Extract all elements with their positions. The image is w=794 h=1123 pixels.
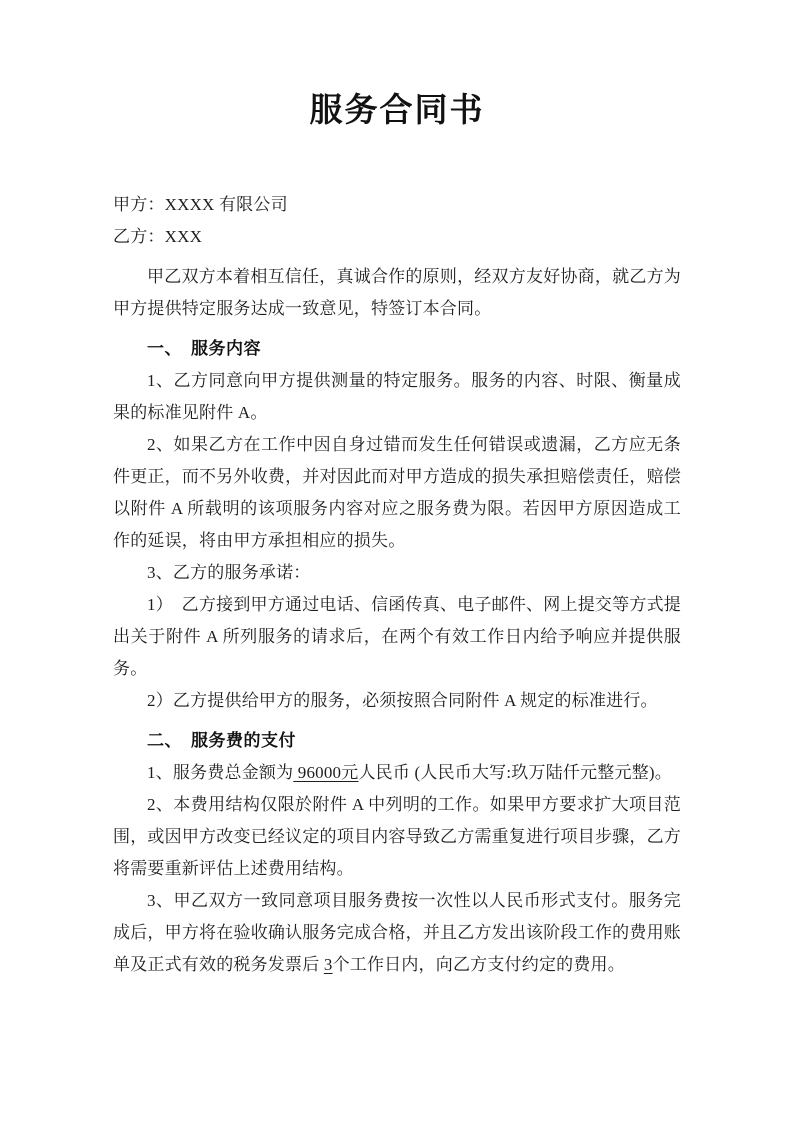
party-b-name: XXX [164,227,203,246]
working-days-underlined: 3 [323,955,333,974]
party-a-label: 甲方： [113,195,165,214]
party-b-label: 乙方： [113,227,165,246]
page-title: 服务合同书 [309,91,485,128]
paragraph-text: 3、甲乙双方一致同意项目服务费按一次性以人民币形式支付。服务完成后，甲方将在验收确认服务完成合格，并且乙方发出该阶段工作的费用账单及正式有效的税务发票后 [113,891,681,974]
parties-block [113,189,681,253]
preamble-paragraph: 甲乙双方本着相互信任，真诚合作的原则，经双方友好协商，就乙方为甲方提供特定服务达成一致意见，特签订本合同。 [113,267,681,318]
paragraph-text: 人民币 (人民币大写:玖万陆仟元整元整)。 [358,763,672,782]
paragraph-text: 2、如果乙方在工作中因自身过错而发生任何错误或遗漏，乙方应无条件更正，而不另外收费，并对因此而对甲方造成的损失承担赔偿责任，赔偿以附件 A 所载明的该项服务内容对应之服务费为限。若因甲方原因造成工作的延误，将由甲方承担相应的损失。 [113,435,681,550]
section-2-paragraph-2 [113,789,681,885]
section-1-paragraph-1 [113,365,681,429]
party-a-line [113,189,681,221]
paragraph-text: 1、服务费总金额为 [147,763,294,782]
paragraph-text: 2、本费用结构仅限於附件 A 中列明的工作。如果甲方要求扩大项目范围，或因甲方改变已经议定的项目内容导致乙方需重复进行项目步骤，乙方将需要重新评估上述费用结构。 [113,795,681,878]
fee-amount-underlined: 96000元 [293,763,359,782]
section-1-paragraph-2 [113,429,681,557]
section-2-paragraph-3 [113,885,681,981]
party-b-line [113,221,681,253]
section-1-heading: 一、 服务内容 [147,339,261,358]
section-1-paragraph-5 [113,685,681,717]
section-2-paragraph-1 [113,757,681,789]
section-1-paragraph-4 [113,589,681,685]
section-2-heading: 二、 服务费的支付 [147,731,296,750]
paragraph-text: 个工作日内，向乙方支付约定的费用。 [332,955,625,974]
paragraph-text: 1、乙方同意向甲方提供测量的特定服务。服务的内容、时限、衡量成果的标准见附件 A。 [113,371,681,422]
paragraph-text: 3、乙方的服务承诺： [147,563,311,582]
paragraph-text: 2）乙方提供给甲方的服务，必须按照合同附件 A 规定的标准进行。 [147,691,658,710]
party-a-name: XXXX 有限公司 [164,195,288,214]
section-1-paragraph-3 [113,557,681,589]
paragraph-text: 1） 乙方接到甲方通过电话、信函传真、电子邮件、网上提交等方式提出关于附件 A 所列服务的请求后，在两个有效工作日内给予响应并提供服务。 [113,595,681,678]
